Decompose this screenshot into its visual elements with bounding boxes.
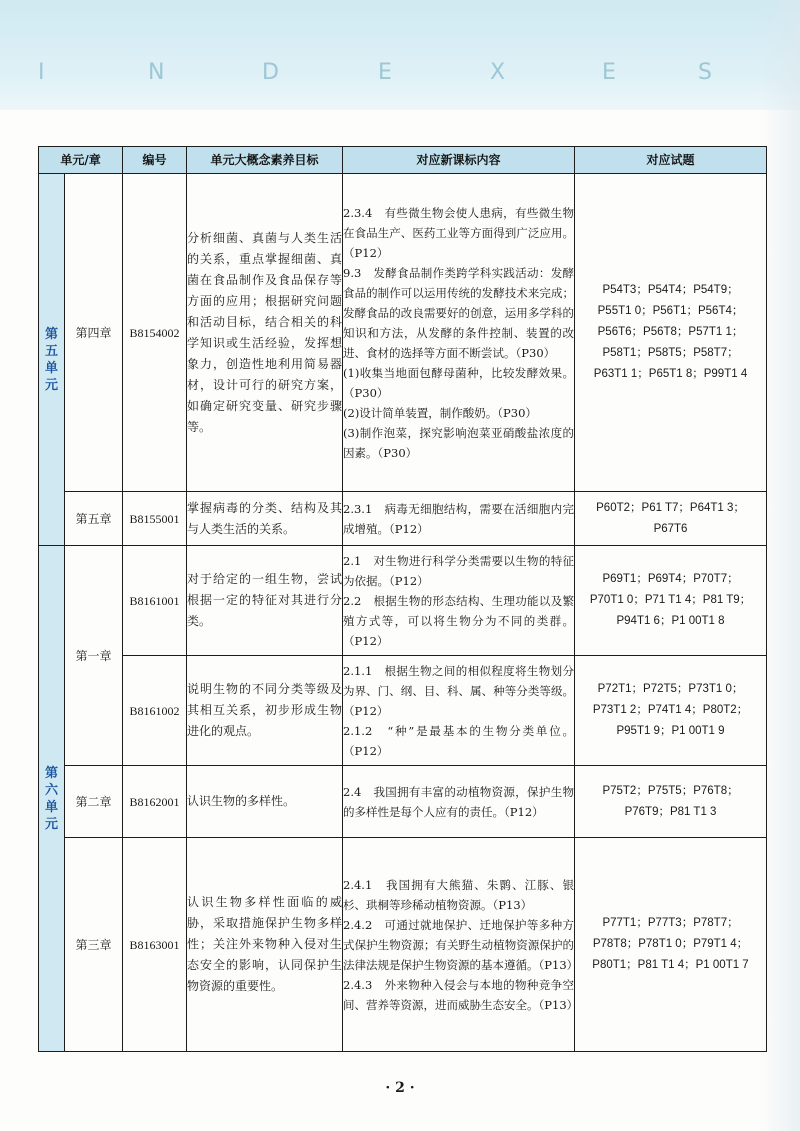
standard-cell <box>343 838 579 1052</box>
test-line: P80T1；P81 T1 4；P1 00T1 7 <box>592 959 749 971</box>
header-unit: 单元/章 <box>39 147 123 174</box>
banner-letter: I <box>38 60 45 85</box>
test-line: P70T1 0；P71 T1 4；P81 T9； <box>589 594 752 606</box>
standard-item: 2.1.2 “种”是最基本的生物分类单位。（P12） <box>343 723 575 758</box>
tests-cell <box>575 766 767 838</box>
banner-letter: E <box>378 60 392 85</box>
standard-item: (3)制作泡菜，探究影响泡菜亚硝酸盐浓度的因素。（P30） <box>343 425 575 460</box>
table-row <box>39 546 767 656</box>
page-number: · 2 · <box>385 1080 415 1096</box>
standard-item: 2.1.1 根据生物之间的相似程度将生物划分为界、门、纲、目、科、属、种等分类等级。（P12） <box>343 663 575 718</box>
standard-item: 2.4.1 我国拥有大熊猫、朱鹮、江豚、银杉、珙桐等珍稀动植物资源。（P13） <box>343 877 575 912</box>
code-cell: B8161001 <box>123 546 187 656</box>
chapter-cell: 第四章 <box>65 174 123 492</box>
code-cell: B8155001 <box>123 492 187 546</box>
code-cell: B8154002 <box>123 174 187 492</box>
test-line: P77T1；P77T3；P78T7； <box>602 917 739 929</box>
table-row <box>39 174 767 492</box>
goal-cell: 认识生物多样性面临的威胁，采取措施保护生物多样性；关注外来物种入侵对生态安全的影响，认同保护生物资源的重要性。 <box>187 838 343 1052</box>
index-table <box>38 146 767 1052</box>
test-line: P75T2；P75T5；P76T8； <box>602 784 739 797</box>
banner-letters <box>0 60 800 100</box>
chapter-cell: 第三章 <box>65 838 123 1052</box>
standard-item: (1)收集当地面包酵母菌种，比较发酵效果。（P30） <box>343 365 575 400</box>
standard-cell <box>343 766 575 838</box>
test-line: P60T2；P61 T7；P64T1 3； <box>596 501 745 514</box>
tests-cell <box>575 656 767 766</box>
test-line: P78T8；P78T1 0；P79T1 4； <box>592 938 749 950</box>
header-goal: 单元大概念素养目标 <box>187 147 343 174</box>
standard-cell <box>343 546 575 656</box>
standard-item: 2.1 对生物进行科学分类需要以生物的特征为依据。（P12） <box>343 553 575 588</box>
goal-cell: 认识生物的多样性。 <box>187 766 343 838</box>
test-line: P55T1 0；P56T1；P56T4； <box>597 305 744 317</box>
test-line: P56T6；P56T8；P57T1 1； <box>597 326 744 338</box>
banner-letter: E <box>602 60 616 85</box>
header-tests: 对应试题 <box>575 147 767 174</box>
banner-letter: S <box>698 60 712 85</box>
standard-item: 2.4.2 可通过就地保护、迁地保护等多种方式保护生物资源；有关野生动植物资源保护的法律法规是保护生物资源的基本遵循。（P13） <box>343 917 579 972</box>
test-line: P76T9；P81 T1 3 <box>624 805 717 818</box>
goal-cell: 分析细菌、真菌与人类生活的关系，重点掌握细菌、真菌在食品制作及食品保存等方面的应用；根据研究问题和活动目标，结合相关的科学知识或生活经验，发挥想象力，创造性地利用简易器材，设计可行的研究方案，如确定研究变量、研究步骤等。 <box>187 174 343 492</box>
standard-item: 2.4.3 外来物种入侵会与本地的物种竞争空间、营养等资源，进而威胁生态安全。（P13） <box>343 977 579 1012</box>
chapter-cell: 第五章 <box>65 492 123 546</box>
standard-item: 2.4 我国拥有丰富的动植物资源，保护生物的多样性是每个人应有的责任。（P12） <box>343 784 575 819</box>
header-code: 编号 <box>123 147 187 174</box>
test-line: P58T1；P58T5；P58T7； <box>602 347 739 359</box>
table-row <box>39 766 767 838</box>
standard-item: 2.2 根据生物的形态结构、生理功能以及繁殖方式等，可以将生物分为不同的类群。（P12） <box>343 593 575 648</box>
unit-label: 第六单元 <box>39 546 65 1052</box>
header-banner <box>0 0 800 110</box>
standard-cell <box>343 492 575 546</box>
unit-label: 第五单元 <box>39 174 65 546</box>
code-cell: B8161002 <box>123 656 187 766</box>
test-line: P67T6 <box>653 522 688 535</box>
banner-letter: D <box>262 60 279 85</box>
standard-item: 2.3.1 病毒无细胞结构，需要在活细胞内完成增殖。（P12） <box>343 501 575 536</box>
test-line: P94T1 6；P1 00T1 8 <box>616 615 725 627</box>
banner-letter: N <box>148 60 165 85</box>
test-line: P63T1 1；P65T1 8；P99T1 4 <box>593 368 748 380</box>
table-row <box>39 656 767 766</box>
goal-cell: 对于给定的一组生物，尝试根据一定的特征对其进行分类。 <box>187 546 343 656</box>
goal-cell: 掌握病毒的分类、结构及其与人类生活的关系。 <box>187 492 343 546</box>
table-row <box>39 492 767 546</box>
table-header-row <box>39 147 767 174</box>
standard-cell <box>343 174 575 492</box>
chapter-cell: 第一章 <box>65 546 123 766</box>
standard-item: (2)设计简单装置，制作酸奶。（P30） <box>343 405 537 420</box>
header-standard: 对应新课标内容 <box>343 147 575 174</box>
tests-cell <box>575 174 767 492</box>
standard-item: 2.3.4 有些微生物会使人患病，有些微生物在食品生产、医药工业等方面得到广泛应用。（P12） <box>343 205 575 260</box>
code-cell: B8162001 <box>123 766 187 838</box>
goal-cell: 说明生物的不同分类等级及其相互关系，初步形成生物进化的观点。 <box>187 656 343 766</box>
tests-cell <box>575 492 767 546</box>
test-line: P72T1；P72T5；P73T1 0； <box>597 683 744 695</box>
standard-item: 9.3 发酵食品制作类跨学科实践活动：发酵食品的制作可以运用传统的发酵技术来完成；发酵食品的改良需要好的创意，运用多学科的知识和方法，从发酵的条件控制、装置的改进、食材的选择等方面不断尝试。（P30） <box>343 265 575 360</box>
tests-cell <box>575 838 767 1052</box>
test-line: P54T3；P54T4；P54T9； <box>602 284 739 296</box>
tests-cell <box>575 546 767 656</box>
banner-letter: X <box>490 60 506 85</box>
code-cell: B8163001 <box>123 838 187 1052</box>
test-line: P95T1 9；P1 00T1 9 <box>616 725 725 737</box>
table-row <box>39 838 767 1052</box>
standard-cell <box>343 656 575 766</box>
chapter-cell: 第二章 <box>65 766 123 838</box>
test-line: P73T1 2；P74T1 4；P80T2； <box>592 704 749 716</box>
test-line: P69T1；P69T4；P70T7； <box>602 573 739 585</box>
